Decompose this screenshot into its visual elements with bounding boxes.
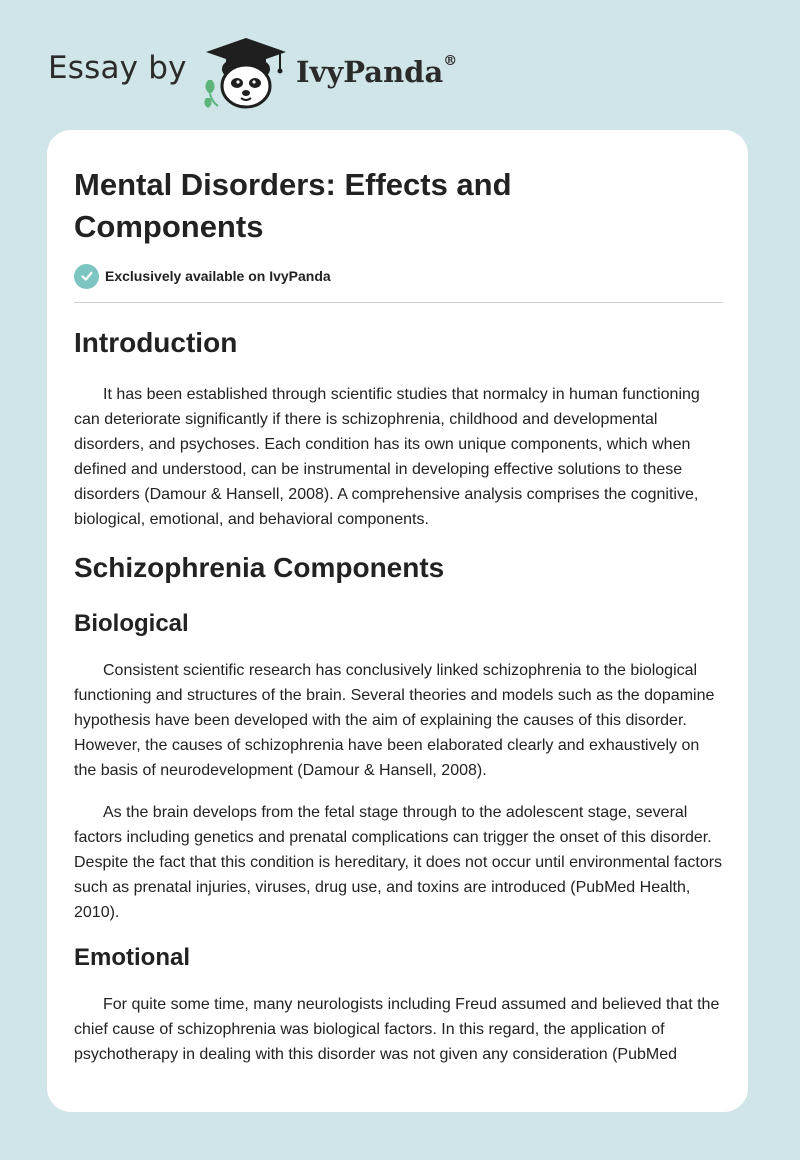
subsection-heading-biological: Biological — [74, 610, 189, 637]
check-circle-icon — [74, 264, 99, 289]
exclusive-label: Exclusively available on IvyPanda — [105, 268, 331, 284]
paragraph: For quite some time, many neurologists including Freud assumed and believed that the chief cause of schizophrenia was biological factors. In this regard, the application of psychotherapy in dealing with this disorder was not given any consideration (PubMed — [74, 996, 720, 1063]
paragraph: It has been established through scientific studies that normalcy in human functioning can deteriorate significantly if there is schizophrenia, childhood and developmental disorders, and psychoses. Each condition has its own unique components, which when defined and understood, can be instrumental in developing effective solutions to these disorders (Damour & Hansell, 2008). A comprehensive analysis comprises the cognitive, biological, emotional, and behavioral components. — [74, 386, 700, 528]
title-divider — [74, 302, 723, 303]
section-heading-introduction: Introduction — [74, 327, 238, 358]
page-title: Mental Disorders: Effects and Components — [74, 167, 512, 244]
paragraph: As the brain develops from the fetal stage through to the adolescent stage, several factors including genetics and prenatal complications can trigger the onset of this disorder. Despite the fact that this condition is hereditary, it does not occur until environmental factors such as prenatal injuries, viruses, drug use, and toxins are introduced (PubMed Health, 2010). — [74, 804, 723, 921]
essay-card — [47, 130, 748, 1112]
ivypanda-logo-icon[interactable] — [200, 36, 292, 110]
essay-by-label: Essay by — [48, 50, 187, 86]
site-header — [0, 0, 800, 130]
ivypanda-brand-name[interactable]: IvyPanda® — [296, 53, 458, 89]
exclusive-badge — [74, 263, 331, 289]
paragraph: Consistent scientific research has conclusively linked schizophrenia to the biological functioning and structures of the brain. Several theories and models such as the dopamine hypothesis have been developed with the aim of explaining the causes of this disorder. However, the causes of schizophrenia have been elaborated clearly and exhaustively on the basis of neurodevelopment (Damour & Hansell, 2008). — [74, 662, 715, 779]
subsection-heading-emotional: Emotional — [74, 944, 191, 971]
section-heading-schizophrenia: Schizophrenia Components — [74, 552, 445, 583]
essay-body — [74, 320, 723, 1067]
